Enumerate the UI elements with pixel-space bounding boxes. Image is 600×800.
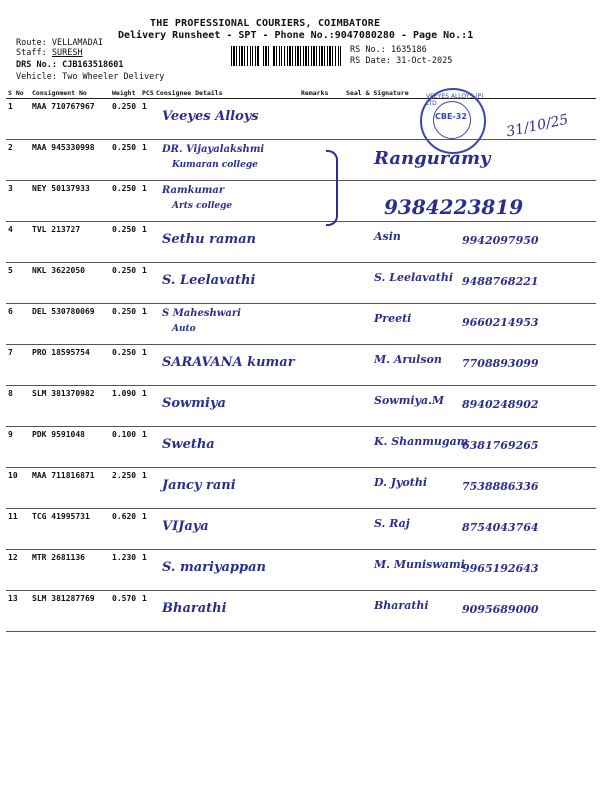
staff-value: SURESH: [51, 48, 83, 58]
col-header-sno: S No: [6, 88, 30, 99]
row-sno: 3: [6, 181, 30, 222]
recipient-signature: Preeti: [374, 312, 412, 325]
row-remarks: [299, 427, 344, 468]
row-pcs: 1: [140, 509, 154, 550]
stamp-ring-text: VEEYES ALLOYS (P) LTD: [426, 93, 484, 107]
recipient-phone: 9384223819: [384, 195, 524, 219]
row-weight: 0.250: [110, 140, 140, 181]
row-pcs: 1: [140, 181, 154, 222]
recipient-phone: 9942097950: [462, 234, 539, 247]
row-consignment-no: DEL 530780069: [30, 304, 110, 345]
recipient-signature: Sowmiya.M: [374, 394, 445, 407]
row-consignee-details: [154, 468, 299, 509]
row-sno: 6: [6, 304, 30, 345]
row-remarks: [299, 345, 344, 386]
consignee-name: S Maheshwari: [162, 308, 241, 319]
company-seal-stamp: [420, 88, 486, 154]
consignee-organisation: Auto: [172, 324, 196, 334]
vehicle-value: Two Wheeler Delivery: [62, 72, 165, 82]
row-weight: 0.250: [110, 345, 140, 386]
row-seal-signature: [344, 222, 596, 263]
consignee-name: DR. Vijayalakshmi: [162, 144, 265, 155]
row-pcs: 1: [140, 345, 154, 386]
consignee-name: Swetha: [162, 437, 215, 452]
row-pcs: 1: [140, 140, 154, 181]
company-title: THE PROFESSIONAL COURIERS, COIMBATORE: [150, 18, 381, 29]
row-weight: 0.250: [110, 181, 140, 222]
row-weight: 0.100: [110, 427, 140, 468]
table-row: [6, 386, 596, 427]
row-sno: 5: [6, 263, 30, 304]
row-sno: 13: [6, 591, 30, 632]
consignee-organisation: Kumaran college: [172, 160, 258, 170]
row-pcs: 1: [140, 550, 154, 591]
row-consignment-no: SLM 381370982: [30, 386, 110, 427]
row-seal-signature: [344, 509, 596, 550]
row-weight: 1.230: [110, 550, 140, 591]
recipient-phone: 8940248902: [462, 398, 539, 411]
row-weight: 0.570: [110, 591, 140, 632]
row-consignment-no: PDK 9591048: [30, 427, 110, 468]
row-sno: 4: [6, 222, 30, 263]
row-seal-signature: [344, 181, 596, 222]
route-label: Route:: [16, 38, 47, 48]
row-pcs: 1: [140, 222, 154, 263]
row-pcs: 1: [140, 99, 154, 140]
row-pcs: 1: [140, 304, 154, 345]
row-pcs: 1: [140, 427, 154, 468]
row-weight: 1.090: [110, 386, 140, 427]
runsheet-table: [6, 88, 596, 632]
row-consignment-no: PRO 18595754: [30, 345, 110, 386]
recipient-signature: Bharathi: [374, 599, 429, 612]
table-row: [6, 427, 596, 468]
row-consignee-details: [154, 304, 299, 345]
row-sno: 2: [6, 140, 30, 181]
route-line: [16, 38, 103, 48]
consignee-name: Veeyes Alloys: [162, 109, 259, 124]
table-row: [6, 181, 596, 222]
row-sno: 10: [6, 468, 30, 509]
row-weight: 0.250: [110, 304, 140, 345]
row-weight: 0.250: [110, 263, 140, 304]
stamp-date: 31/10/25: [505, 111, 570, 141]
row-seal-signature: [344, 345, 596, 386]
rs-no-line: [350, 45, 427, 55]
row-consignee-details: [154, 427, 299, 468]
table-row: [6, 550, 596, 591]
recipient-phone: 9660214953: [462, 316, 539, 329]
consignee-name: S. mariyappan: [162, 560, 266, 575]
consignee-name: VIJaya: [162, 519, 209, 534]
recipient-signature: M. Muniswami: [374, 558, 465, 571]
rs-date-value: 31-Oct-2025: [396, 56, 453, 66]
row-sno: 12: [6, 550, 30, 591]
row-sno: 8: [6, 386, 30, 427]
consignee-name: Sethu raman: [162, 232, 256, 247]
recipient-signature: Asin: [374, 230, 401, 243]
row-remarks: [299, 468, 344, 509]
row-remarks: [299, 591, 344, 632]
row-consignee-details: [154, 140, 299, 181]
table-row: [6, 222, 596, 263]
row-consignee-details: [154, 345, 299, 386]
table-row: [6, 140, 596, 181]
row-pcs: 1: [140, 468, 154, 509]
recipient-phone: 6381769265: [462, 439, 539, 452]
col-header-remarks: Remarks: [299, 88, 344, 99]
row-consignment-no: MAA 711816871: [30, 468, 110, 509]
recipient-phone: 9095689000: [462, 603, 539, 616]
table-row: [6, 304, 596, 345]
row-sno: 11: [6, 509, 30, 550]
row-consignment-no: TVL 213727: [30, 222, 110, 263]
staff-line: [16, 48, 83, 58]
row-consignment-no: MAA 710767967: [30, 99, 110, 140]
row-weight: 0.620: [110, 509, 140, 550]
row-seal-signature: [344, 263, 596, 304]
row-consignment-no: MAA 945330998: [30, 140, 110, 181]
drs-line: [16, 60, 124, 70]
consignee-organisation: Arts college: [172, 201, 233, 211]
row-pcs: 1: [140, 591, 154, 632]
row-remarks: [299, 99, 344, 140]
consignee-name: Bharathi: [162, 601, 227, 616]
row-seal-signature: [344, 386, 596, 427]
vehicle-label: Vehicle:: [16, 72, 57, 82]
recipient-phone: 7538886336: [462, 480, 539, 493]
rs-no-label: RS No.:: [350, 45, 386, 55]
consignee-name: Sowmiya: [162, 396, 226, 411]
row-consignee-details: [154, 550, 299, 591]
recipient-signature: K. Shanmugam: [374, 435, 469, 448]
row-sno: 9: [6, 427, 30, 468]
row-seal-signature: [344, 468, 596, 509]
row-remarks: [299, 386, 344, 427]
vehicle-line: [16, 72, 164, 82]
row-seal-signature: [344, 304, 596, 345]
consignee-name: Ramkumar: [162, 185, 225, 196]
bracket-rows-2-3: [326, 150, 338, 226]
stamp-center-text: CBE-32: [435, 112, 467, 121]
row-sno: 1: [6, 99, 30, 140]
consignee-name: Jancy rani: [162, 478, 236, 493]
row-consignee-details: [154, 181, 299, 222]
row-consignee-details: [154, 509, 299, 550]
row-seal-signature: [344, 550, 596, 591]
row-sno: 7: [6, 345, 30, 386]
row-consignee-details: [154, 222, 299, 263]
col-header-pcs: PCS: [142, 89, 154, 97]
row-remarks: [299, 222, 344, 263]
rs-no-value: 1635186: [390, 45, 427, 55]
row-pcs: 1: [140, 386, 154, 427]
row-remarks: [299, 263, 344, 304]
recipient-phone: 9488768221: [462, 275, 539, 288]
row-remarks: [299, 304, 344, 345]
recipient-phone: 9965192643: [462, 562, 539, 575]
table-header-row: [6, 88, 596, 99]
drs-value: CJB163518601: [62, 60, 124, 70]
consignee-name: S. Leelavathi: [162, 273, 256, 288]
row-seal-signature: [344, 591, 596, 632]
row-weight: 2.250: [110, 468, 140, 509]
row-consignment-no: TCG 41995731: [30, 509, 110, 550]
route-value: VELLAMADAI: [51, 38, 104, 48]
row-remarks: [299, 509, 344, 550]
recipient-signature: D. Jyothi: [374, 476, 427, 489]
runsheet-subtitle: Delivery Runsheet - SPT - Phone No.:9047080280 - Page No.:1: [118, 30, 474, 41]
col-header-seal: Seal & Signature: [344, 88, 596, 99]
table-row: [6, 263, 596, 304]
drs-label: DRS No.:: [16, 60, 57, 70]
row-consignment-no: NEY 50137933: [30, 181, 110, 222]
table-row: [6, 345, 596, 386]
recipient-signature: S. Leelavathi: [374, 271, 454, 284]
row-consignment-no: NKL 3622050: [30, 263, 110, 304]
table-row: [6, 591, 596, 632]
row-consignee-details: [154, 263, 299, 304]
staff-label: Staff:: [16, 48, 47, 58]
col-header-consignee: Consignee Details: [154, 88, 299, 99]
row-consignee-details: [154, 591, 299, 632]
row-seal-signature: [344, 427, 596, 468]
table-row: [6, 468, 596, 509]
row-consignment-no: MTR 2681136: [30, 550, 110, 591]
row-pcs: 1: [140, 263, 154, 304]
col-header-consignment: Consignment No: [30, 88, 110, 99]
row-weight: 0.250: [110, 222, 140, 263]
barcode: [231, 46, 343, 66]
recipient-signature: M. Arulson: [374, 353, 442, 366]
row-remarks: [299, 550, 344, 591]
table-row: [6, 509, 596, 550]
rs-date-line: [350, 56, 452, 66]
row-consignment-no: SLM 381287769: [30, 591, 110, 632]
recipient-signature: S. Raj: [374, 517, 410, 530]
recipient-signature: Ranguramy: [374, 148, 491, 169]
col-header-weight: Weight: [110, 88, 140, 99]
rs-date-label: RS Date:: [350, 56, 391, 66]
row-weight: 0.250: [110, 99, 140, 140]
recipient-phone: 7708893099: [462, 357, 539, 370]
row-consignee-details: [154, 386, 299, 427]
row-consignee-details: [154, 99, 299, 140]
recipient-phone: 8754043764: [462, 521, 539, 534]
consignee-name: SARAVANA kumar: [162, 355, 295, 370]
